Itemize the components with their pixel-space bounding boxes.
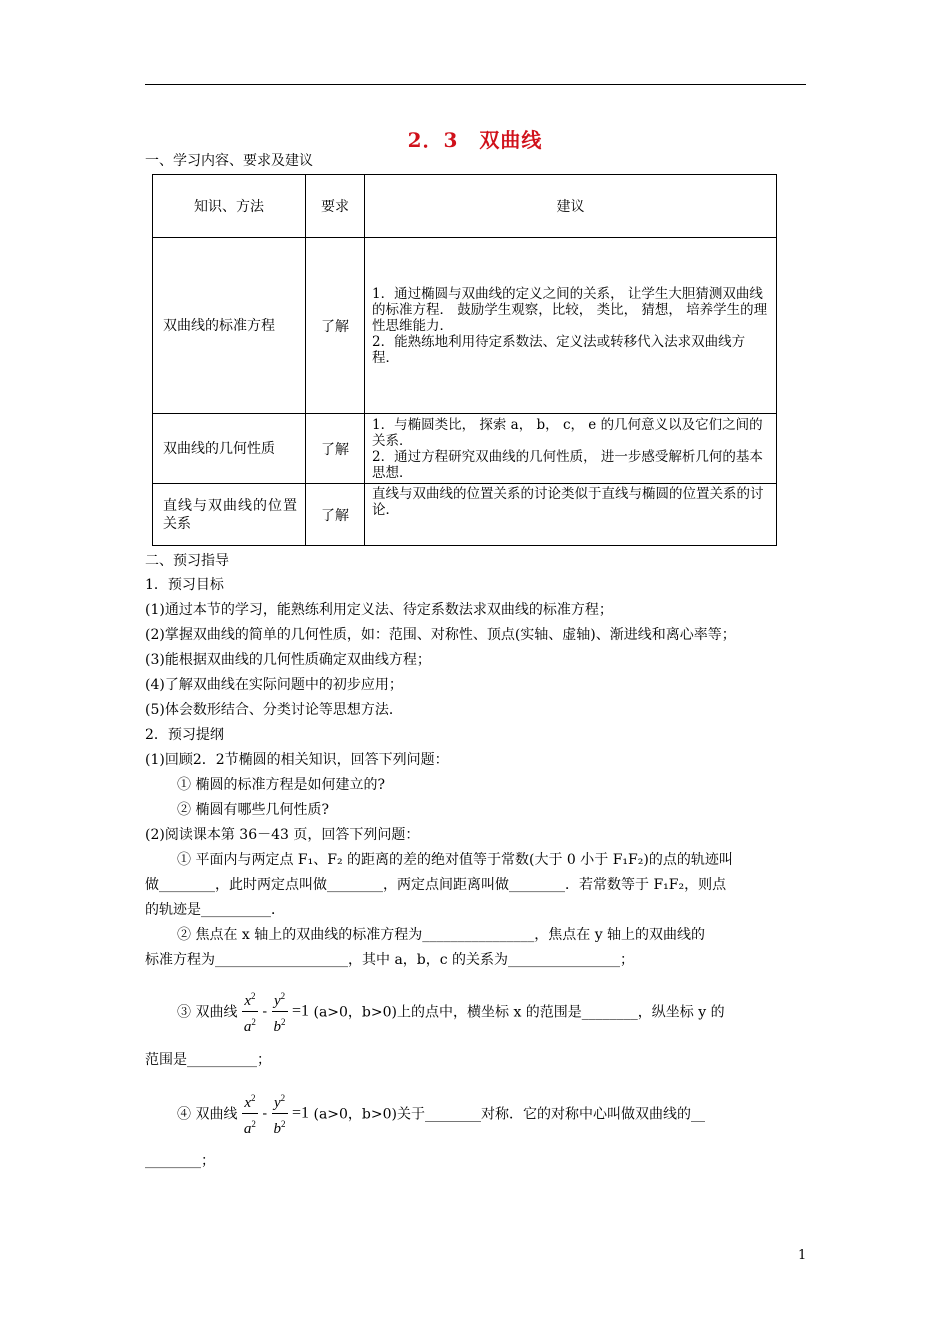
- question-intro: (2)阅读课本第 36－43 页，回答下列问题：: [145, 827, 420, 843]
- question-item-equation: [177, 1088, 705, 1139]
- table-row: [153, 238, 777, 414]
- goal-item: (1)通过本节的学习，能熟练利用定义法、待定系数法求双曲线的标准方程；: [145, 602, 613, 618]
- question-item: 的轨迹是__________．: [145, 902, 285, 918]
- goal-item: (4)了解双曲线在实际问题中的初步应用；: [145, 677, 403, 693]
- table-header-row: [153, 175, 777, 238]
- requirements-table: [152, 174, 777, 546]
- question-item: ② 椭圆有哪些几何性质?: [177, 802, 329, 818]
- table-header-cell: 建议: [365, 175, 777, 238]
- advice-cell: [365, 238, 777, 414]
- advice-line: 2．能熟练地利用待定系数法、定义法或转移代入法求双曲线方程．: [372, 333, 746, 366]
- advice-cell: [365, 484, 777, 546]
- advice-cell: [365, 414, 777, 484]
- question-item: ① 平面内与两定点 F₁、F₂ 的距离的差的绝对值等于常数(大于 0 小于 F₁F₂)的点的轨迹叫: [177, 852, 733, 868]
- fraction-y: $\frac{y^2}{b^2}$: [272, 986, 288, 1037]
- equation-rhs: =1: [292, 1002, 310, 1020]
- equation-rhs: =1: [292, 1104, 310, 1122]
- question-item: 标准方程为___________________，其中 a，b，c 的关系为________________；: [145, 952, 635, 968]
- table-header-cell: 知识、方法: [153, 175, 306, 238]
- question-item: 范围是__________；: [145, 1052, 271, 1068]
- topic-cell: 双曲线的几何性质: [153, 414, 306, 484]
- question-suffix: (a>0，b>0)上的点中，横坐标 x 的范围是________，纵坐标 y 的: [313, 1004, 725, 1021]
- header-rule: [145, 84, 806, 85]
- requirement-cell: 了解: [306, 414, 365, 484]
- advice-line: 2．通过方程研究双曲线的几何性质， 进一步感受解析几何的基本思想．: [372, 448, 763, 481]
- question-item-equation: [177, 986, 725, 1037]
- question-suffix: (a>0，b>0)关于________对称．它的对称中心叫做双曲线的__: [313, 1106, 705, 1123]
- question-intro: (1)回顾2．2节椭圆的相关知识，回答下列问题：: [145, 752, 449, 768]
- goal-item: (5)体会数形结合、分类讨论等思想方法．: [145, 702, 403, 718]
- advice-line: 直线与双曲线的位置关系的讨论类似于直线与椭圆的位置关系的讨论．: [372, 486, 764, 518]
- fraction-y: $\frac{y^2}{b^2}$: [272, 1088, 288, 1139]
- table-header-cell: 要求: [306, 175, 365, 238]
- fraction-x: $\frac{x^2}{a^2}$: [242, 1088, 258, 1139]
- goal-item: (3)能根据双曲线的几何性质确定双曲线方程；: [145, 652, 431, 668]
- question-prefix: ④ 双曲线: [177, 1106, 238, 1123]
- section-heading: 一、学习内容、要求及建议: [145, 153, 313, 169]
- table-row: [153, 484, 777, 546]
- section-heading: 二、预习指导: [145, 553, 229, 569]
- minus-sign: -: [262, 1003, 268, 1020]
- question-prefix: ③ 双曲线: [177, 1004, 238, 1021]
- fraction-x: $\frac{x^2}{a^2}$: [242, 986, 258, 1037]
- topic-cell: 直线与双曲线的位置关系: [153, 484, 306, 546]
- requirement-cell: 了解: [306, 484, 365, 546]
- subsection-heading: 2．预习提纲: [145, 727, 224, 743]
- subsection-heading: 1．预习目标: [145, 577, 224, 593]
- page-title: 2．3 双曲线: [407, 128, 543, 152]
- question-item: ① 椭圆的标准方程是如何建立的?: [177, 777, 385, 793]
- question-item: ② 焦点在 x 轴上的双曲线的标准方程为________________，焦点在 y 轴上的双曲线的: [177, 927, 706, 943]
- page-number: 1: [798, 1248, 807, 1263]
- topic-cell: 双曲线的标准方程: [153, 238, 306, 414]
- advice-line: 1．通过椭圆与双曲线的定义之间的关系， 让学生大胆猜测双曲线的标准方程． 鼓励学生观察，比较， 类比， 猜想， 培养学生的理性思维能力．: [372, 285, 768, 334]
- goal-item: (2)掌握双曲线的简单的几何性质，如：范围、对称性、顶点(实轴、虚轴)、渐进线和离心率等；: [145, 627, 736, 643]
- requirement-cell: 了解: [306, 238, 365, 414]
- advice-line: 1．与椭圆类比， 探索 a， b， c， e 的几何意义以及它们之间的关系．: [372, 416, 763, 449]
- table-row: [153, 414, 777, 484]
- question-item: ________；: [145, 1153, 215, 1169]
- question-item: 做________，此时两定点叫做________，两定点间距离叫做________．若常数等于 F₁F₂，则点: [145, 877, 727, 893]
- minus-sign: -: [262, 1105, 268, 1122]
